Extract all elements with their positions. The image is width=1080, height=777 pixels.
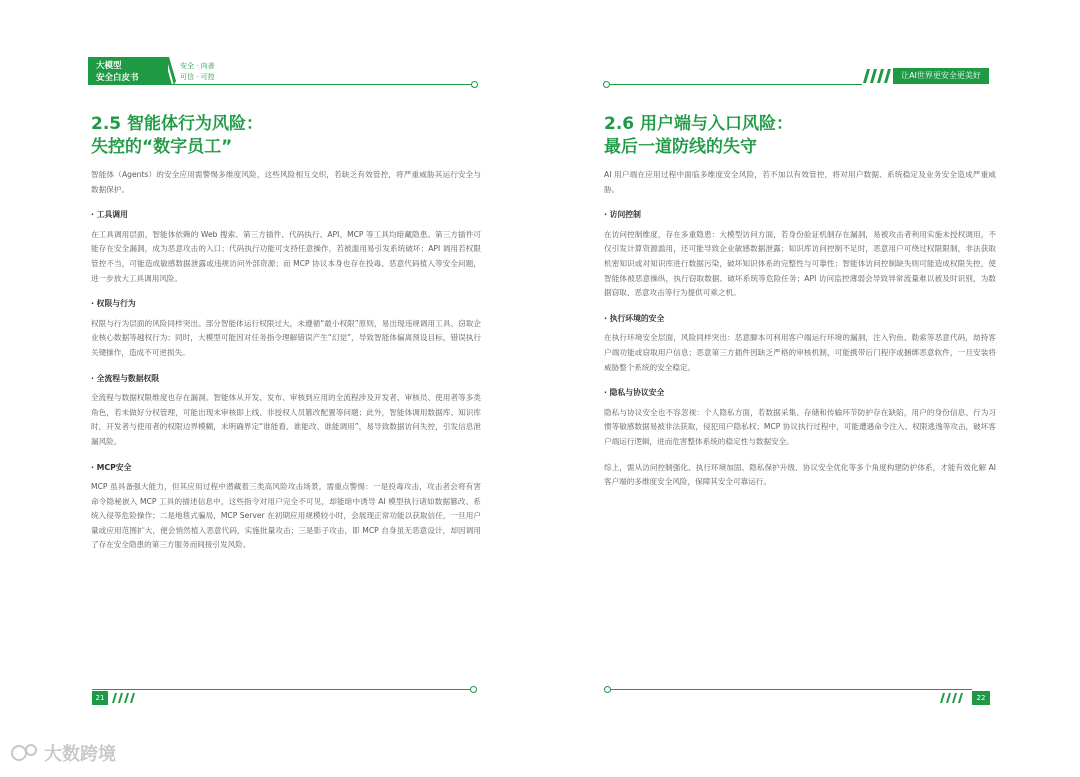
stripes-icon [160,57,176,85]
stripes-icon [863,69,891,83]
slogan-badge: 让AI世界更安全更美好 [893,68,989,84]
section-title [91,113,263,159]
footer-dot [470,686,477,693]
watermark-text: 大数跨境 [44,744,116,765]
section-title [604,113,793,159]
stripes-icon [940,693,966,703]
page-number: 22 [972,691,990,705]
right-body [604,168,996,490]
section-text: 在执行环境安全层面，风险同样突出：恶意脚本可利用客户端运行环境的漏洞，注入钓鱼、勒索等恶意代码，劫持客户端功能或窃取用户信息；恶意第三方插件因缺乏严格的审核机制，可能携带后门程序或捆绑恶意软件，一旦安装将威胁整个系统的安全稳定。 [604,333,996,372]
tagline-line2: 可信 · 可控 [180,73,215,81]
section-heading: · 访问控制 [604,210,641,220]
title-line2: 最后一道防线的失守 [604,137,757,157]
tagline [180,61,215,83]
tagline-line1: 安全 · 向善 [180,62,215,70]
intro-paragraph: AI 用户端在应用过程中面临多维度安全风险，若不加以有效管控，将对用户数据、系统稳定及业务安全造成严重威胁。 [604,170,996,194]
header-divider [606,84,862,85]
stripes-icon [112,693,138,703]
title-line1: 2.6 用户端与入口风险： [604,114,794,134]
watermark-logo-icon [10,742,40,764]
badge-line1: 大模型 [96,61,122,71]
conclusion-paragraph: 综上，需从访问控制强化、执行环境加固、隐私保护升级、协议安全优化等多个角度构建防护体系，才能有效化解 AI 客户端的多维度安全风险，保障其安全可靠运行。 [604,462,996,487]
section-text: MCP 虽具备强大能力，但其应用过程中潜藏着三类高风险攻击场景，需重点警惕：一是投毒攻击，攻击者会将有害命令隐秘嵌入 MCP 工具的描述信息中，这些指令对用户完全不可见，却能暗中诱导 AI 模型执行诸如数据篡改、系统入侵等危险操作；二是地毯式骗局，MCP Server 在初期应用规模较小时，会展现正常功能以获取信任，一旦用户量或应用范围扩大，便会悄然植入恶意代码，实施批量攻击；三是影子攻击，即 MCP 自身虽无恶意设计，却因调用了存在安全隐患的第三方服务而间接引发风险。 [91,482,481,550]
section-heading: · 工具调用 [91,210,128,220]
whitepaper-badge [88,57,168,85]
section-heading: · 全流程与数据权限 [91,373,160,383]
divider-dot [471,81,478,88]
divider-dot [603,81,610,88]
section-text: 全流程与数据权限维度也存在漏洞。智能体从开发、发布、审核到应用的全流程涉及开发者、审核员、使用者等多类角色，若未做好分权管理，可能出现未审核即上线、非授权人员篡改配置等问题；此外，智能体调用数据库、知识库时，开发者与使用者的权限边界模糊，未明确界定“谁能看、谁能改、谁能调用”，易导致数据访问失控，引发信息泄漏风险。 [91,393,481,446]
page-number: 21 [92,691,108,705]
title-line2: 失控的“数字员工” [91,137,233,157]
footer-dot [604,686,611,693]
badge-line2: 安全白皮书 [96,73,139,83]
section-text: 在访问控制维度，存在多重隐患：大模型访问方面，若身份验证机制存在漏洞，易被攻击者利用实施未授权调用，不仅引发计算资源滥用，还可能导致企业敏感数据泄露；知识库访问控制不足时，恶意用户可绕过权限限制，非法获取机密知识或对知识库进行数据污染，破坏知识体系的完整性与可靠性；智能体访问控制缺失则可能造成权限失控，使智能体被恶意操纵，执行窃取数据、破坏系统等危险任务；API 访问监控薄弱会导致异常流量难以被及时识别，为数据窃取、恶意攻击等行为提供可乘之机。 [604,229,996,298]
left-body [91,168,481,553]
section-text: 在工具调用层面，智能体依赖的 Web 搜索、第三方插件、代码执行、API、MCP 等工具均暗藏隐患。第三方插件可能存在安全漏洞，成为恶意攻击的入口；代码执行功能可支持任意操作，若被滥用易引发系统破坏；API 调用若权限管控不当，可能造成敏感数据泄露或违规访问外部资源；而 MCP 协议本身也存在投毒、恶意代码植入等安全问题，进一步放大工具调用风险。 [91,229,481,283]
section-text: 隐私与协议安全也不容忽视：个人隐私方面，若数据采集、存储和传输环节防护存在缺陷，用户的身份信息、行为习惯等敏感数据易被非法获取，侵犯用户隐私权；MCP 协议执行过程中，可能遭遇命令注入、权限逃逸等攻击，破坏客户端运行逻辑，进而危害整体系统的稳定性与数据安全。 [604,407,996,446]
watermark [10,740,116,766]
title-line1: 2.5 智能体行为风险： [91,114,264,134]
section-heading: · 执行环境的安全 [604,313,665,323]
right-page [540,0,1080,777]
section-heading: · MCP安全 [91,462,132,472]
section-heading: · 隐私与协议安全 [604,388,665,398]
section-heading: · 权限与行为 [91,299,136,309]
footer-divider [92,689,472,690]
section-text: 权限与行为层面的风险同样突出。部分智能体运行权限过大，未遵循“最小权限”原则，易出现违规调用工具、窃取企业核心数据等越权行为；同时，大模型可能因对任务指令理解错误产生“幻觉”，导致智能体偏离预设目标，错误执行关键操作，造成不可逆损失。 [91,318,481,357]
header-divider [88,84,473,85]
footer-divider [608,689,972,690]
intro-paragraph: 智能体（Agents）的安全应用需警惕多维度风险，这些风险相互交织，若缺乏有效管控，将严重威胁其运行安全与数据保护。 [91,170,481,194]
